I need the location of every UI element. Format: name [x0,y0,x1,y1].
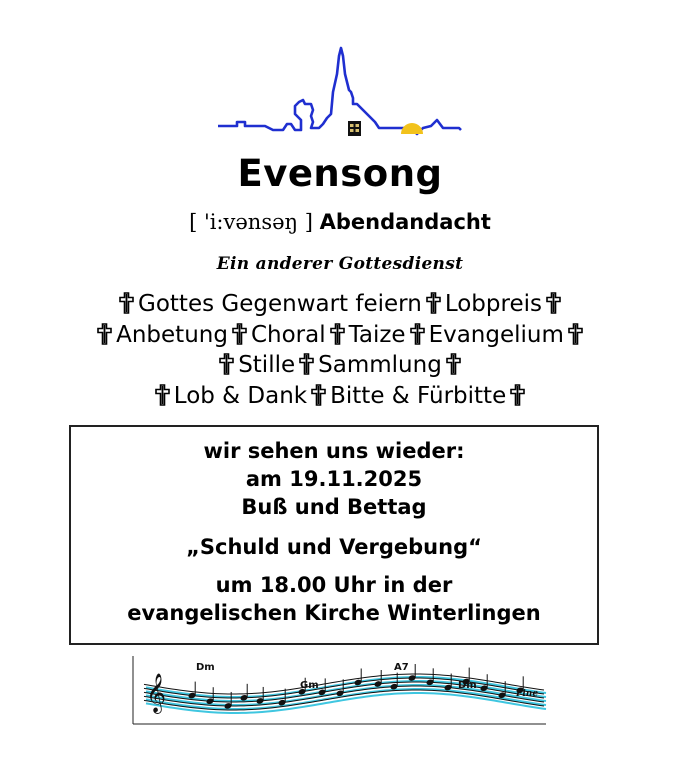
theme-item: Lob & Dank [173,382,308,409]
sun [401,123,423,134]
tower-window [348,121,361,136]
theme-item: Taize [348,321,406,348]
cross-icon [232,323,247,345]
cross-icon [299,353,314,375]
theme-item: Bitte & Fürbitte [330,382,507,409]
cross-icon [426,292,441,314]
notice-motto: „Schuld und Vergebung“ [186,535,482,559]
theme-line [0,289,680,320]
theme-item: Stille [238,352,296,378]
theme-line [0,350,680,381]
staff-lines [144,674,546,713]
cross-icon [446,353,461,375]
tagline: Ein anderer Gottesdienst [216,254,464,274]
notice-line-1: wir sehen uns wieder: [203,439,465,463]
cross-icon [311,384,326,406]
notice-time: um 18.00 Uhr in der [215,573,453,597]
church-skyline-logo [215,44,465,144]
treble-clef-icon: 𝄞 [146,673,167,713]
cross-icon [119,292,134,314]
theme-line [0,381,680,412]
notice-occasion: Buß und Bettag [241,495,427,519]
event-notice-box [69,425,599,645]
skyline-outline [218,48,461,134]
cross-icon [568,323,583,345]
notice-date: am 19.11.2025 [245,467,423,491]
chord-label: Gm [300,680,319,691]
theme-item: Evangelium [428,321,564,348]
theme-line [0,320,680,351]
theme-item: Lobpreis [444,291,542,317]
theme-item: Anbetung [116,321,228,348]
phonetic-spelling: [ 'i:vənsəŋ ] [189,210,313,234]
chord-label: A7 [394,662,409,673]
chord-label: Dm [458,680,477,691]
cross-icon [546,292,561,314]
page-title: Evensong [237,152,443,195]
cross-icon [330,323,345,345]
cross-icon [410,323,425,345]
cross-icon [510,384,525,406]
cross-icon [155,384,170,406]
theme-item: Choral [250,321,326,348]
fine-label: Fine [516,689,539,699]
subtitle-word: Abendandacht [319,210,491,234]
theme-list [0,289,680,411]
theme-item: Gottes Gegenwart feiern [138,291,422,317]
cross-icon [219,353,234,375]
cross-icon [97,323,112,345]
theme-item: Sammlung [318,352,442,378]
chord-label: Dm [196,662,215,673]
subtitle [0,210,680,234]
notice-location: evangelischen Kirche Winterlingen [127,601,541,625]
music-staff-illustration [132,652,552,728]
